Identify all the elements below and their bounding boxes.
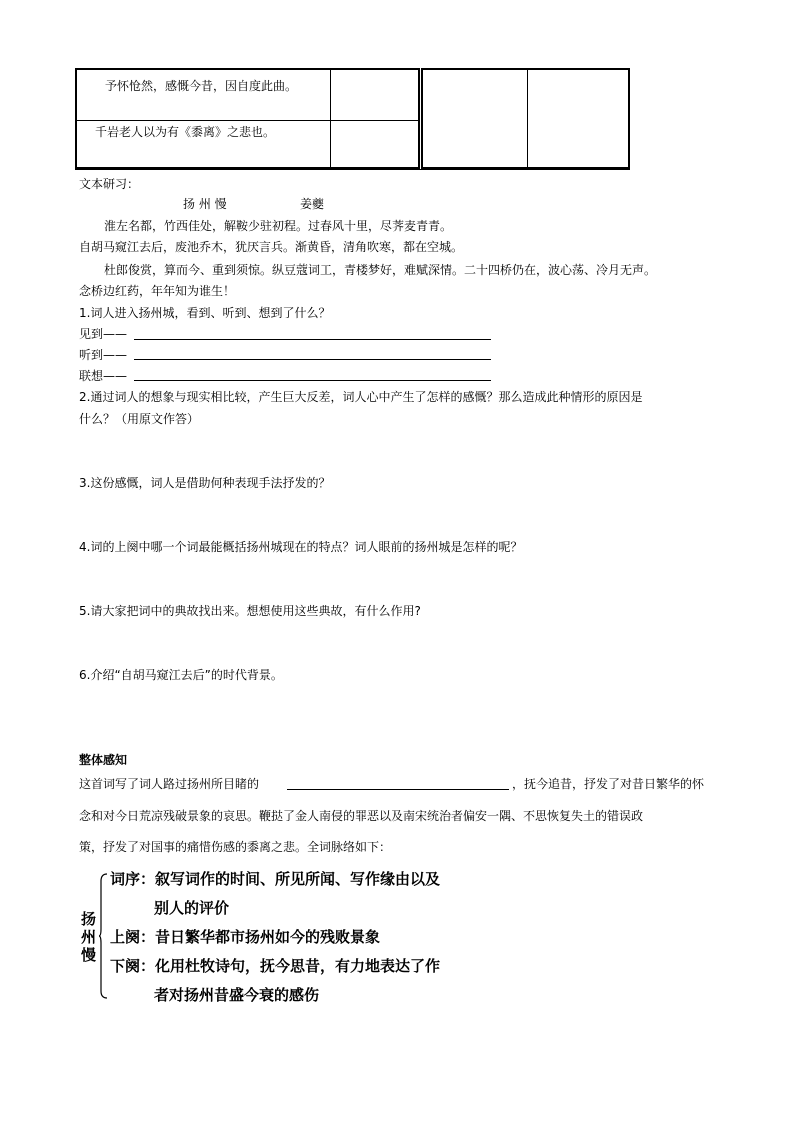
outline-line: 上阕：昔日繁华都市扬州如今的残败景象 xyxy=(110,928,381,946)
outline-side-label xyxy=(81,910,96,964)
answer-line-seen[interactable] xyxy=(134,339,491,340)
fill-blank-line[interactable] xyxy=(287,789,509,790)
answer-line-thought[interactable] xyxy=(134,380,491,381)
poem-author: 姜夔 xyxy=(300,197,325,211)
overall-text: 策，抒发了对国事的痛惜伤感的黍离之悲。全词脉络如下： xyxy=(79,840,392,854)
outline-line: 别人的评价 xyxy=(154,899,230,917)
question-2: 2.通过词人的想象与现实相比较，产生巨大反差，词人心中产生了怎样的感慨？那么造成此种情形的原因是 xyxy=(79,390,643,404)
top-table-right xyxy=(421,68,630,169)
table-divider xyxy=(527,70,528,167)
question-2-cont: 什么？（用原文作答） xyxy=(79,412,200,426)
poem-line: 杜郎俊赏，算而今、重到须惊。纵豆蔻词工，青楼梦好，难赋深情。二十四桥仍在，波心荡、冷月无声。 xyxy=(104,263,657,277)
overall-heading: 整体感知 xyxy=(79,753,128,767)
question-4: 4.词的上阕中哪一个词最能概括扬州城现在的特点？词人眼前的扬州城是怎样的呢？ xyxy=(79,540,523,554)
outline-brace xyxy=(99,873,107,999)
question-6: 6.介绍“自胡马窥江去后”的时代背景。 xyxy=(79,668,283,682)
table-cell-text: 千岩老人以为有《黍离》之悲也。 xyxy=(95,125,276,139)
answer-label-thought: 联想—— xyxy=(79,369,128,383)
poem-line: 自胡马窥江去后，废池乔木，犹厌言兵。渐黄昏，清角吹寒，都在空城。 xyxy=(79,240,464,254)
question-1: 1.词人进入扬州城，看到、听到、想到了什么？ xyxy=(79,306,331,320)
answer-label-heard: 听到—— xyxy=(79,348,128,362)
top-table-left xyxy=(75,68,420,169)
question-3: 3.这份感慨，词人是借助何种表现手法抒发的？ xyxy=(79,476,331,490)
question-5: 5.请大家把词中的典故找出来。想想使用这些典故，有什么作用? xyxy=(79,604,421,618)
poem-line: 淮左名都，竹西佳处，解鞍少驻初程。过春风十里，尽荠麦青青。 xyxy=(104,219,453,233)
outline-side-char: 州 xyxy=(81,928,97,946)
poem-title: 扬 州 慢 xyxy=(183,197,227,211)
section-heading: 文本研习： xyxy=(79,177,140,191)
outline-side-char: 扬 xyxy=(81,910,97,928)
overall-text: 这首词写了词人路过扬州所目睹的 xyxy=(79,777,260,791)
table-divider xyxy=(330,70,331,167)
overall-text: 念和对今日荒凉残破景象的哀思。鞭挞了金人南侵的罪恶以及南宋统治者偏安一隅、不思恢复失土的错误政 xyxy=(79,809,644,823)
outline-line: 词序：叙写词作的时间、所见所闻、写作缘由以及 xyxy=(110,870,441,888)
table-underline xyxy=(75,169,630,170)
answer-label-seen: 见到—— xyxy=(79,327,128,341)
overall-text: ，抚今追昔，抒发了对昔日繁华的怀 xyxy=(512,777,705,791)
poem-line: 念桥边红药，年年知为谁生！ xyxy=(79,284,236,298)
outline-line: 下阕：化用杜牧诗句，抚今思昔，有力地表达了作 xyxy=(110,957,441,975)
answer-line-heard[interactable] xyxy=(134,359,491,360)
outline-side-char: 慢 xyxy=(81,946,97,964)
outline-line: 者对扬州昔盛今衰的感伤 xyxy=(154,986,320,1004)
table-cell-text: 予怀怆然，感慨今昔，因自度此曲。 xyxy=(105,79,298,93)
